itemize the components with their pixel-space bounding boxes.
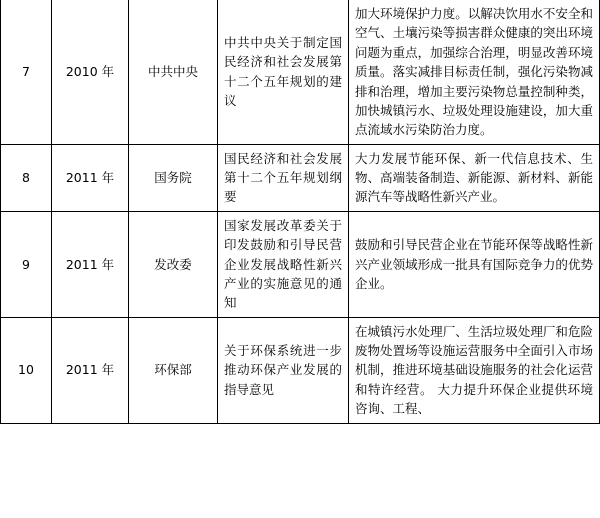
table-row — [1, 211, 600, 317]
cell-document-title: 关于环保系统进一步推动环保产业发展的指导意见 — [218, 317, 349, 423]
table-row — [1, 144, 600, 211]
table-body — [1, 0, 600, 423]
cell-issuing-organization: 中共中央 — [129, 0, 218, 144]
cell-issuing-organization: 国务院 — [129, 144, 218, 211]
table-row — [1, 0, 600, 144]
cell-content: 大力发展节能环保、新一代信息技术、生物、高端装备制造、新能源、新材料、新能源汽车等战略性新兴产业。 — [349, 144, 600, 211]
cell-content: 鼓励和引导民营企业在节能环保等战略性新兴产业领域形成一批具有国际竞争力的优势企业。 — [349, 211, 600, 317]
cell-issuing-organization: 发改委 — [129, 211, 218, 317]
cell-serial-number: 8 — [1, 144, 52, 211]
cell-issuing-organization: 环保部 — [129, 317, 218, 423]
table-row — [1, 317, 600, 423]
cell-year: 2011 年 — [52, 317, 129, 423]
cell-year: 2010 年 — [52, 0, 129, 144]
cell-content: 加大环境保护力度。以解决饮用水不安全和空气、土壤污染等损害群众健康的突出环境问题为重点，加强综合治理，明显改善环境质量。落实减排目标责任制，强化污染物减排和治理，增加主要污染物总量控制种类，加快城镇污水、垃圾处理设施建设，加大重点流域水污染防治力度。 — [349, 0, 600, 144]
cell-serial-number: 10 — [1, 317, 52, 423]
cell-content: 在城镇污水处理厂、生活垃圾处理厂和危险废物处置场等设施运营服务中全面引入市场机制，推进环境基础设施服务的社会化运营和特许经营。 大力提升环保企业提供环境咨询、工程、 — [349, 317, 600, 423]
cell-document-title: 中共中央关于制定国民经济和社会发展第十二个五年规划的建议 — [218, 0, 349, 144]
cell-serial-number: 7 — [1, 0, 52, 144]
cell-year: 2011 年 — [52, 211, 129, 317]
cell-document-title: 国民经济和社会发展第十二个五年规划纲要 — [218, 144, 349, 211]
cell-year: 2011 年 — [52, 144, 129, 211]
cell-document-title: 国家发展改革委关于印发鼓励和引导民营企业发展战略性新兴产业的实施意见的通知 — [218, 211, 349, 317]
cell-serial-number: 9 — [1, 211, 52, 317]
